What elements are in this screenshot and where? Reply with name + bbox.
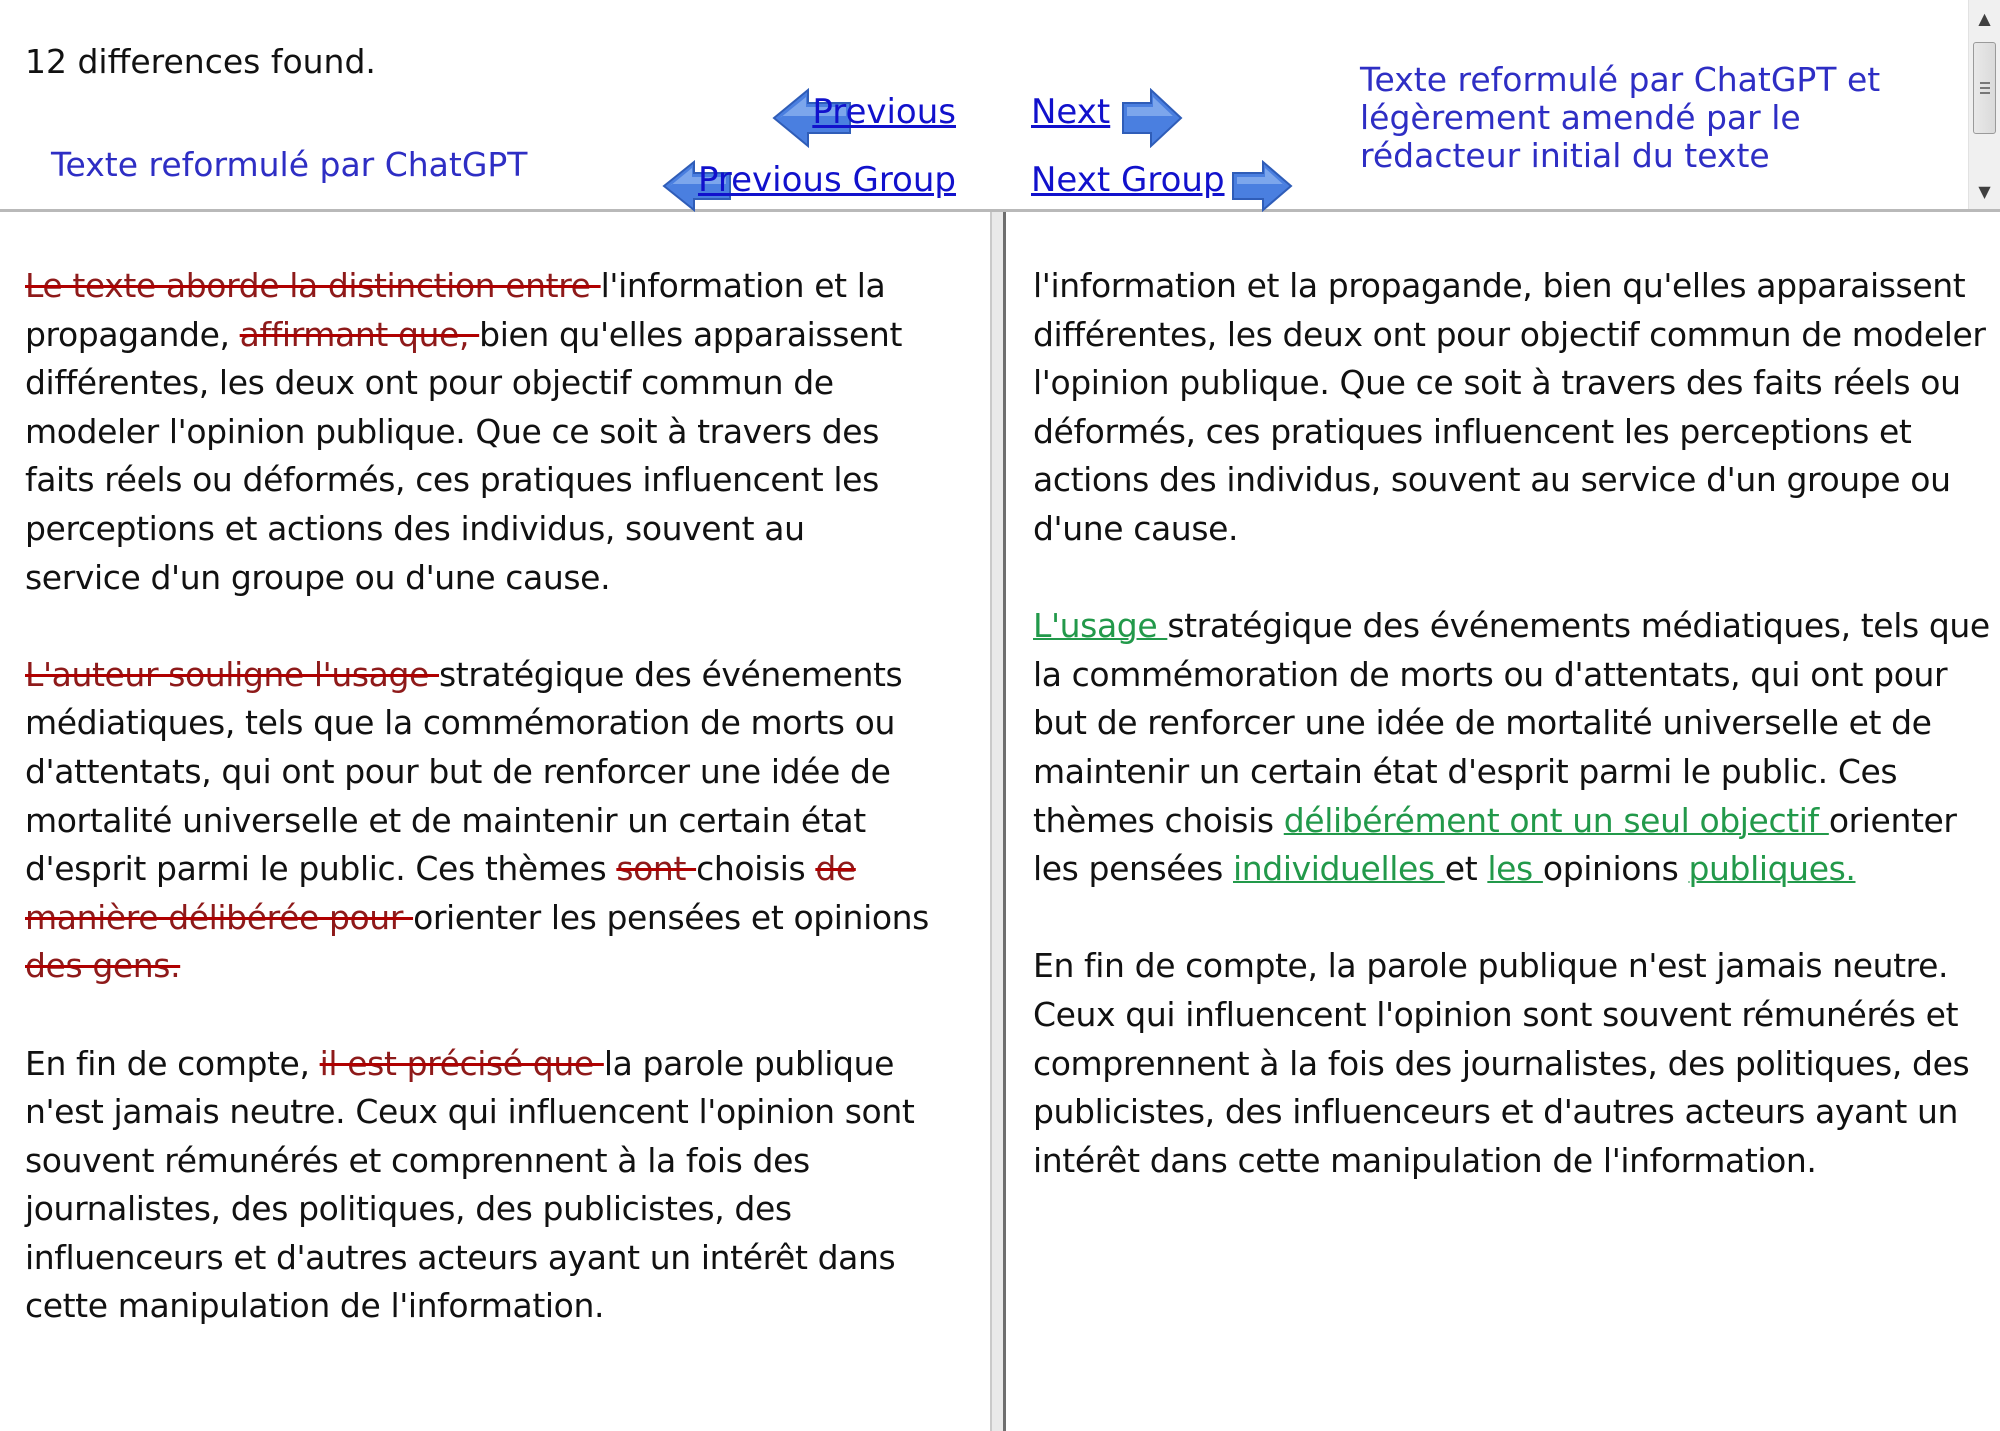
unchanged-text: orienter les pensées [1033, 800, 1957, 889]
right-text-pane[interactable] [1006, 212, 2000, 1431]
unchanged-text: l'information et la propagande, bien qu'elles apparaissent différentes, les deux ont pour objectif commun de modeler l'opinion publique. Que ce soit à travers des faits réels ou déformés, ces pratiques influencent les perceptions et actions des individus, souvent au service d'un groupe ou d'une cause. [1033, 266, 1986, 548]
paragraph [1033, 942, 1993, 1185]
next-arrow-icon[interactable] [1121, 88, 1183, 148]
inserted-text: publiques. [1688, 849, 1856, 889]
difference-count: 12 differences found. [25, 42, 376, 81]
unchanged-text: orienter les pensées et opinions [413, 897, 929, 937]
inserted-text: individuelles [1233, 849, 1445, 889]
deleted-text: Le texte aborde la distinction entre [25, 266, 601, 305]
scrollbar-thumb[interactable] [1973, 42, 1996, 134]
right-pane-title: Texte reformulé par ChatGPT et légèrement amendé par le rédacteur initial du texte [1360, 60, 1881, 175]
unchanged-text: et [1444, 849, 1488, 889]
paragraph [1033, 262, 1993, 554]
next-group-arrow-icon[interactable] [1231, 160, 1293, 212]
next-group-link[interactable]: Next Group [1031, 160, 1225, 200]
unchanged-text: bien qu'elles apparaissent différentes, les deux ont pour objectif commun de modeler l'opinion publique. Que ce soit à travers des faits réels ou déformés, ces pratiques influencent les perceptions et actions des individus, souvent au service d'un groupe ou d'une cause. [25, 314, 902, 597]
paragraph [25, 1040, 930, 1332]
deleted-text: sont [616, 849, 697, 889]
paragraph [1033, 602, 1993, 894]
previous-group-link[interactable]: Previous Group [697, 160, 956, 200]
left-pane-title: Texte reformulé par ChatGPT [51, 145, 528, 184]
unchanged-text: stratégique des événements médiatiques, tels que la commémoration de morts ou d'attentats, qui ont pour but de renforcer une idée de mortalité universelle et de maintenir un certain état d'esprit parmi le public. Ces thèmes [25, 654, 903, 889]
inserted-text: L'usage [1033, 606, 1168, 646]
unchanged-text: stratégique des événements médiatiques, tels que la commémoration de morts ou d'attentats, qui ont pour but de renforcer une idée de mortalité universelle et de maintenir un certain état d'esprit parmi le public. Ces thèmes choisis [1033, 606, 1990, 840]
header-content [0, 0, 1968, 209]
unchanged-text: la parole publique n'est jamais neutre. Ceux qui influencent l'opinion sont souvent rémunérés et comprennent à la fois des journalistes, des politiques, des publicistes, des influenceurs et d'autres acteurs ayant un intérêt dans cette manipulation de l'information. [25, 1043, 915, 1326]
paragraph [25, 262, 930, 602]
unchanged-text: l'information et la propagande, [25, 266, 886, 354]
next-link[interactable]: Next [1031, 92, 1111, 132]
deleted-text: de manière délibérée pour [25, 849, 856, 937]
deleted-text: affirmant que, [239, 314, 480, 354]
unchanged-text: choisis [696, 849, 816, 889]
left-pane-text [25, 262, 930, 1380]
inserted-text: délibérément ont un seul objectif [1283, 800, 1829, 840]
header-bar [0, 0, 2000, 212]
unchanged-text: En fin de compte, la parole publique n'est jamais neutre. Ceux qui influencent l'opinion sont souvent rémunérés et comprennent à la fois des journalistes, des politiques, des publicistes, des influenceurs et d'autres acteurs ayant un intérêt dans cette manipulation de l'information. [1033, 946, 1970, 1180]
deleted-text: des gens. [25, 946, 181, 986]
inserted-text: les [1487, 849, 1543, 889]
previous-link[interactable]: Previous [812, 92, 956, 132]
unchanged-text: En fin de compte, [25, 1043, 320, 1083]
right-pane-text [1033, 262, 1993, 1234]
unchanged-text: opinions [1542, 849, 1689, 889]
grip-icon [1980, 82, 1990, 94]
paragraph [25, 651, 930, 991]
left-text-pane[interactable] [0, 212, 990, 1431]
pane-divider[interactable] [990, 212, 1006, 1431]
scroll-down-icon[interactable]: ▼ [1978, 181, 1991, 201]
deleted-text: L'auteur souligne l'usage [25, 654, 440, 694]
deleted-text: il est précisé que [319, 1043, 604, 1083]
scroll-up-icon[interactable]: ▲ [1978, 8, 1991, 28]
header-scrollbar[interactable] [1968, 0, 2000, 209]
